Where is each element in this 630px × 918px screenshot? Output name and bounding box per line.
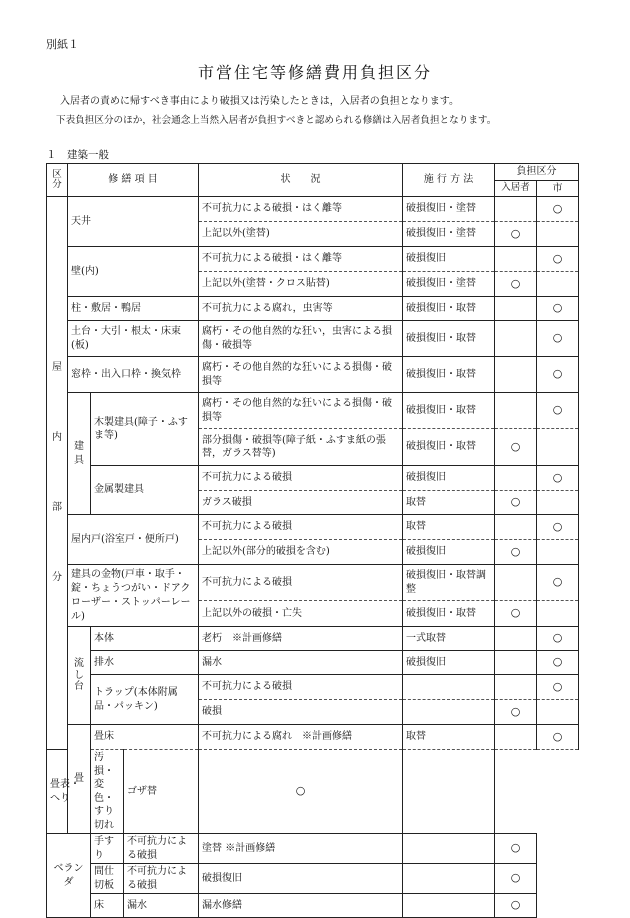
status-cell: 不可抗力による破損・はく離等 [199, 247, 403, 272]
tenant-mark [495, 651, 537, 675]
city-mark: ○ [537, 321, 579, 357]
city-mark: ○ [537, 393, 579, 429]
city-mark [537, 222, 579, 247]
city-mark: ○ [537, 297, 579, 321]
city-mark [537, 491, 579, 515]
tenant-mark [495, 515, 537, 540]
status-cell: ガラス破損 [199, 491, 403, 515]
status-cell: 不可抗力による腐れ，虫害等 [199, 297, 403, 321]
status-cell: 腐朽・その他自然的な狂いによる損傷・破損等 [199, 357, 403, 393]
cost-table [46, 163, 579, 918]
city-mark: ○ [537, 466, 579, 491]
tenant-mark [495, 357, 537, 393]
item-tatamiomote: 畳表・へり [47, 750, 91, 834]
item-nagashi: 流し台 [68, 627, 91, 725]
city-mark: ○ [537, 515, 579, 540]
method-cell: 取替 [403, 725, 495, 750]
method-cell: 破損復旧・取替 [403, 429, 495, 466]
tenant-mark: ○ [495, 272, 537, 297]
method-cell: 漏水修繕 [199, 894, 403, 918]
section-heading: １ 建築一般 [46, 149, 109, 161]
city-mark: ○ [537, 247, 579, 272]
city-mark [537, 601, 579, 627]
city-mark: ○ [537, 627, 579, 651]
header-kubun: 区分 [47, 164, 68, 197]
city-mark [537, 429, 579, 466]
method-cell: 破損復旧 [403, 466, 495, 491]
item-tenjo: 天井 [68, 197, 199, 247]
item-tatami: 畳 [68, 725, 91, 834]
header-method: 施 行 方 法 [403, 164, 495, 197]
tenant-mark: ○ [495, 700, 537, 725]
status-cell: 不可抗力による破損 [199, 675, 403, 700]
header-status: 状 況 [199, 164, 403, 197]
item-dodai: 土台・大引・根太・床束(板) [68, 321, 199, 357]
page-title: 市営住宅等修繕費用負担区分 [197, 63, 432, 82]
tenant-mark [495, 466, 537, 491]
status-cell: 部分損傷・破損等(障子紙・ふすま紙の張替，ガラス替等) [199, 429, 403, 466]
status-cell: 不可抗力による破損 [199, 565, 403, 601]
tenant-mark [495, 297, 537, 321]
item-okunai: 屋内戸(浴室戸・便所戸) [68, 515, 199, 565]
method-cell: 破損復旧・取替 [403, 321, 495, 357]
status-cell: 上記以外(部分的破損を含む) [199, 540, 403, 565]
method-cell: 一式取替 [403, 627, 495, 651]
item-tategu: 建具 [68, 393, 91, 515]
method-cell: 破損復旧 [199, 864, 403, 894]
method-cell [403, 675, 495, 700]
status-cell: 上記以外(塗替・クロス貼替) [199, 272, 403, 297]
intro-line-1: 入居者の責めに帰すべき事由により破損又は汚染したときは，入居者の負担となります。 [60, 96, 459, 107]
status-cell: 上記以外の破損・亡失 [199, 601, 403, 627]
item-tesuri: 手すり [91, 834, 124, 864]
status-cell: 老朽 ※計画修繕 [199, 627, 403, 651]
intro-line-2: 下表負担区分のほか，社会通念上当然入居者が負担すべきと認められる修繕は入居者負担となります。 [56, 115, 497, 126]
header-city: 市 [537, 180, 579, 197]
city-mark: ○ [495, 894, 537, 918]
tenant-mark: ○ [495, 540, 537, 565]
method-cell: 破損復旧・取替 [403, 357, 495, 393]
method-cell [403, 700, 495, 725]
annex-label: 別紙１ [46, 38, 79, 51]
item-kabe: 壁(内) [68, 247, 199, 297]
city-mark [537, 700, 579, 725]
method-cell: 破損復旧・塗替 [403, 197, 495, 222]
status-cell: 漏水 [199, 651, 403, 675]
tenant-mark: ○ [495, 491, 537, 515]
item-tatamidoko: 畳床 [91, 725, 199, 750]
method-cell: 破損復旧・塗替 [403, 222, 495, 247]
tenant-mark [495, 675, 537, 700]
item-kinzoku: 金属製建具 [91, 466, 199, 515]
method-cell: ゴザ替 [124, 750, 199, 834]
city-mark: ○ [537, 357, 579, 393]
status-cell: 不可抗力による腐れ ※計画修繕 [199, 725, 403, 750]
header-burden: 負担区分 [495, 164, 579, 181]
city-mark: ○ [537, 725, 579, 750]
status-cell: 汚損・変色・すり切れ [91, 750, 124, 834]
item-kanamono: 建具の金物(戸車・取手・錠・ちょうつがい・ドアクローザー・ストッパーレール) [68, 565, 199, 627]
tenant-mark: ○ [495, 222, 537, 247]
city-mark [403, 750, 495, 834]
city-mark [537, 272, 579, 297]
tenant-mark [403, 834, 495, 864]
item-hashira: 柱・敷居・鴨居 [68, 297, 199, 321]
city-mark: ○ [495, 834, 537, 864]
status-cell: 破損 [199, 700, 403, 725]
item-mado: 窓枠・出入口枠・換気枠 [68, 357, 199, 393]
header-item: 修 繕 項 目 [68, 164, 199, 197]
status-cell: 不可抗力による破損 [124, 834, 199, 864]
status-cell: 漏水 [124, 894, 199, 918]
method-cell: 破損復旧・取替 [403, 601, 495, 627]
city-mark: ○ [495, 864, 537, 894]
item-majikiri: 間仕切板 [91, 864, 124, 894]
city-mark: ○ [537, 651, 579, 675]
method-cell: 取替 [403, 515, 495, 540]
status-cell: 不可抗力による破損 [124, 864, 199, 894]
method-cell: 破損復旧・取替 [403, 393, 495, 429]
tenant-mark [495, 725, 537, 750]
tenant-mark [495, 393, 537, 429]
tenant-mark: ○ [495, 429, 537, 466]
status-cell: 不可抗力による破損 [199, 515, 403, 540]
status-cell: 不可抗力による破損・はく離等 [199, 197, 403, 222]
tenant-mark [495, 197, 537, 222]
header-tenant: 入居者 [495, 180, 537, 197]
method-cell: 破損復旧・取替調整 [403, 565, 495, 601]
item-hontai: 本体 [91, 627, 199, 651]
tenant-mark [403, 894, 495, 918]
city-mark: ○ [537, 675, 579, 700]
tenant-mark [495, 565, 537, 601]
method-cell: 破損復旧・塗替 [403, 272, 495, 297]
item-trap: トラップ(本体附属品・パッキン) [91, 675, 199, 725]
item-yuka: 床 [91, 894, 124, 918]
method-cell: 破損復旧・取替 [403, 297, 495, 321]
tenant-mark [403, 864, 495, 894]
tenant-mark: ○ [199, 750, 403, 834]
item-mokusei: 木製建具(障子・ふすま等) [91, 393, 199, 466]
item-haisui: 排水 [91, 651, 199, 675]
method-cell: 破損復旧 [403, 540, 495, 565]
city-mark [537, 540, 579, 565]
status-cell: 腐朽・その他自然的な狂いによる損傷・破損等 [199, 393, 403, 429]
method-cell: 破損復旧 [403, 651, 495, 675]
item-veranda: ベランダ [47, 834, 91, 918]
method-cell: 取替 [403, 491, 495, 515]
method-cell: 塗替 ※計画修繕 [199, 834, 403, 864]
tenant-mark: ○ [495, 601, 537, 627]
city-mark: ○ [537, 197, 579, 222]
status-cell: 腐朽・その他自然的な狂い，虫害による損傷・破損等 [199, 321, 403, 357]
tenant-mark [495, 627, 537, 651]
status-cell: 不可抗力による破損 [199, 466, 403, 491]
city-mark: ○ [537, 565, 579, 601]
tenant-mark [495, 247, 537, 272]
category-indoor: 屋 内 部 分 [47, 197, 68, 750]
tenant-mark [495, 321, 537, 357]
method-cell: 破損復旧 [403, 247, 495, 272]
status-cell: 上記以外(塗替) [199, 222, 403, 247]
